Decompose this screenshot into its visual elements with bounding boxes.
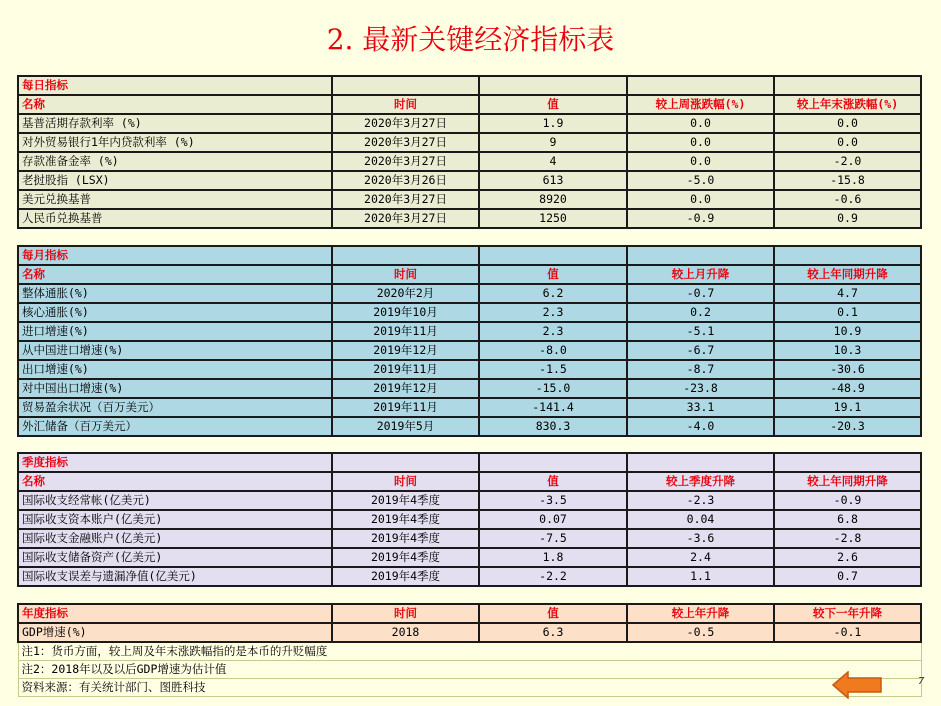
indicator-name: 外汇储备（百万美元） [18, 417, 332, 436]
table-row [18, 171, 921, 190]
table-row [18, 190, 921, 209]
indicator-date: 2020年3月27日 [332, 133, 479, 152]
indicator-change-yoy: -30.6 [774, 360, 921, 379]
monthly-section [18, 246, 921, 436]
col-header-name: 名称 [18, 265, 332, 284]
col-header-time: 时间 [332, 265, 479, 284]
indicator-date: 2020年3月27日 [332, 152, 479, 171]
table-row [18, 623, 921, 642]
indicator-value: 2.3 [479, 322, 627, 341]
indicator-change-ytd: -0.6 [774, 190, 921, 209]
col-header-change-1: 较上季度升降 [627, 472, 774, 491]
indicator-change: 33.1 [627, 398, 774, 417]
indicator-change-yoy: 0.1 [774, 303, 921, 322]
indicator-change: 0.0 [627, 114, 774, 133]
indicator-value: 1.9 [479, 114, 627, 133]
indicator-date: 2019年4季度 [332, 548, 479, 567]
table-row [18, 303, 921, 322]
indicator-change: -3.6 [627, 529, 774, 548]
indicator-change: 0.2 [627, 303, 774, 322]
indicator-change-yoy: 10.9 [774, 322, 921, 341]
indicator-change: 0.0 [627, 152, 774, 171]
indicator-name: 整体通胀(%) [18, 284, 332, 303]
table-row [18, 567, 921, 586]
table-row [18, 152, 921, 171]
indicator-date: 2018 [332, 623, 479, 642]
indicator-value: 613 [479, 171, 627, 190]
section-title: 每日指标 [18, 76, 332, 95]
col-header-change-2: 较下一年升降 [774, 604, 921, 623]
indicator-change-yoy: 0.7 [774, 567, 921, 586]
indicator-change: -5.0 [627, 171, 774, 190]
notes-section [18, 642, 921, 697]
indicator-name: 国际收支储备资产(亿美元) [18, 548, 332, 567]
indicator-name: 对中国出口增速(%) [18, 379, 332, 398]
indicator-value: 6.3 [479, 623, 627, 642]
table-row [18, 491, 921, 510]
indicator-change: 0.0 [627, 190, 774, 209]
header-row [18, 604, 921, 623]
table-row [18, 379, 921, 398]
indicator-change-yoy: 10.3 [774, 341, 921, 360]
indicator-change: 1.1 [627, 567, 774, 586]
note-row [18, 660, 921, 678]
indicator-change-yoy: -20.3 [774, 417, 921, 436]
note-row [18, 678, 921, 696]
indicator-change: -23.8 [627, 379, 774, 398]
indicator-name: 存款准备金率 (%) [18, 152, 332, 171]
table-row [18, 114, 921, 133]
indicator-change: 0.04 [627, 510, 774, 529]
indicator-value: 4 [479, 152, 627, 171]
indicator-change-ytd: 0.0 [774, 114, 921, 133]
indicator-change-yoy: -0.9 [774, 491, 921, 510]
table-row [18, 322, 921, 341]
indicator-date: 2019年5月 [332, 417, 479, 436]
page-number: 7 [918, 676, 925, 687]
indicator-name: 进口增速(%) [18, 322, 332, 341]
indicator-name: GDP增速(%) [18, 623, 332, 642]
section-title: 每月指标 [18, 246, 332, 265]
col-header-value: 值 [479, 472, 627, 491]
indicator-name: 国际收支误差与遗漏净值(亿美元) [18, 567, 332, 586]
indicator-value: 6.2 [479, 284, 627, 303]
table-row [18, 548, 921, 567]
col-header-time: 时间 [332, 604, 479, 623]
col-header-name: 名称 [18, 472, 332, 491]
indicator-date: 2019年11月 [332, 398, 479, 417]
indicator-change: -0.5 [627, 623, 774, 642]
table-row [18, 417, 921, 436]
indicator-date: 2020年2月 [332, 284, 479, 303]
table-row [18, 360, 921, 379]
indicator-change-ytd: -15.8 [774, 171, 921, 190]
indicator-date: 2020年3月26日 [332, 171, 479, 190]
indicator-change: -6.7 [627, 341, 774, 360]
col-header-value: 值 [479, 265, 627, 284]
table-row [18, 341, 921, 360]
indicator-name: 从中国进口增速(%) [18, 341, 332, 360]
col-header-change-2: 较上年同期升降 [774, 265, 921, 284]
indicator-date: 2019年11月 [332, 360, 479, 379]
table-row [18, 398, 921, 417]
indicator-name: 老挝股指 (LSX) [18, 171, 332, 190]
indicator-name: 国际收支金融账户(亿美元) [18, 529, 332, 548]
table-row [18, 133, 921, 152]
col-header-change-2: 较上年末涨跌幅(%) [774, 95, 921, 114]
indicator-date: 2019年12月 [332, 379, 479, 398]
table-row [18, 284, 921, 303]
indicator-value: -141.4 [479, 398, 627, 417]
note-row [18, 642, 921, 661]
indicator-name: 美元兑换基普 [18, 190, 332, 209]
note-text: 注1：货币方面，较上周及年末涨跌幅指的是本币的升贬幅度 [18, 642, 921, 661]
indicator-name: 国际收支经常帐(亿美元) [18, 491, 332, 510]
header-row [18, 95, 921, 114]
header-row [18, 265, 921, 284]
indicator-date: 2019年4季度 [332, 567, 479, 586]
indicator-change-yoy: 4.7 [774, 284, 921, 303]
indicator-change: -2.3 [627, 491, 774, 510]
indicator-value: -3.5 [479, 491, 627, 510]
indicator-value: 1250 [479, 209, 627, 228]
indicator-change-yoy: 6.8 [774, 510, 921, 529]
table-row [18, 529, 921, 548]
indicator-name: 出口增速(%) [18, 360, 332, 379]
indicator-name: 核心通胀(%) [18, 303, 332, 322]
indicator-date: 2019年4季度 [332, 529, 479, 548]
annual-section [18, 604, 921, 642]
indicator-date: 2019年4季度 [332, 510, 479, 529]
indicator-date: 2019年4季度 [332, 491, 479, 510]
section-title-row [18, 76, 921, 95]
indicator-name: 贸易盈余状况（百万美元） [18, 398, 332, 417]
col-header-time: 时间 [332, 472, 479, 491]
indicator-change-yoy: -48.9 [774, 379, 921, 398]
indicator-date: 2020年3月27日 [332, 209, 479, 228]
page-title: 2. 最新关键经济指标表 [326, 23, 615, 56]
economic-indicators-table [17, 75, 925, 697]
indicator-value: 1.8 [479, 548, 627, 567]
indicator-value: 9 [479, 133, 627, 152]
indicator-change-ytd: -2.0 [774, 152, 921, 171]
indicator-change: 0.0 [627, 133, 774, 152]
col-header-name: 名称 [18, 95, 332, 114]
col-header-change-1: 较上年升降 [627, 604, 774, 623]
source-text: 资料来源：有关统计部门、图胜科技 [18, 678, 921, 696]
indicator-change-yoy: -2.8 [774, 529, 921, 548]
indicator-change: -8.7 [627, 360, 774, 379]
col-header-change-1: 较上周涨跌幅(%) [627, 95, 774, 114]
indicator-date: 2019年10月 [332, 303, 479, 322]
indicator-change: 2.4 [627, 548, 774, 567]
indicator-name: 基普活期存款利率 (%) [18, 114, 332, 133]
section-title-row [18, 453, 921, 472]
indicator-name: 对外贸易银行1年内贷款利率 (%) [18, 133, 332, 152]
indicator-value: -15.0 [479, 379, 627, 398]
indicator-value: -7.5 [479, 529, 627, 548]
indicator-change-yoy: 2.6 [774, 548, 921, 567]
indicator-name: 国际收支资本账户(亿美元) [18, 510, 332, 529]
indicator-change: -0.7 [627, 284, 774, 303]
section-title-row [18, 246, 921, 265]
col-header-change-1: 较上月升降 [627, 265, 774, 284]
indicator-value: -8.0 [479, 341, 627, 360]
section-title: 年度指标 [18, 604, 332, 623]
indicator-value: 2.3 [479, 303, 627, 322]
indicator-change: -4.0 [627, 417, 774, 436]
left-arrow-icon[interactable] [832, 671, 882, 699]
note-text: 注2：2018年以及以后GDP增速为估计值 [18, 660, 921, 678]
indicator-change: -0.9 [627, 209, 774, 228]
indicator-value: 830.3 [479, 417, 627, 436]
quarterly-section [18, 453, 921, 586]
indicator-name: 人民币兑换基普 [18, 209, 332, 228]
indicator-change-ytd: 0.0 [774, 133, 921, 152]
indicator-date: 2019年11月 [332, 322, 479, 341]
indicator-value: 8920 [479, 190, 627, 209]
col-header-change-2: 较上年同期升降 [774, 472, 921, 491]
indicator-date: 2020年3月27日 [332, 190, 479, 209]
col-header-value: 值 [479, 95, 627, 114]
table-row [18, 510, 921, 529]
col-header-time: 时间 [332, 95, 479, 114]
section-title: 季度指标 [18, 453, 332, 472]
indicator-value: -2.2 [479, 567, 627, 586]
indicator-change: -5.1 [627, 322, 774, 341]
indicator-date: 2019年12月 [332, 341, 479, 360]
daily-section [18, 76, 921, 228]
table-row [18, 209, 921, 228]
col-header-value: 值 [479, 604, 627, 623]
indicator-change-yoy: 19.1 [774, 398, 921, 417]
indicator-value: -1.5 [479, 360, 627, 379]
indicator-change-next: -0.1 [774, 623, 921, 642]
indicator-date: 2020年3月27日 [332, 114, 479, 133]
indicator-value: 0.07 [479, 510, 627, 529]
header-row [18, 472, 921, 491]
indicator-change-ytd: 0.9 [774, 209, 921, 228]
